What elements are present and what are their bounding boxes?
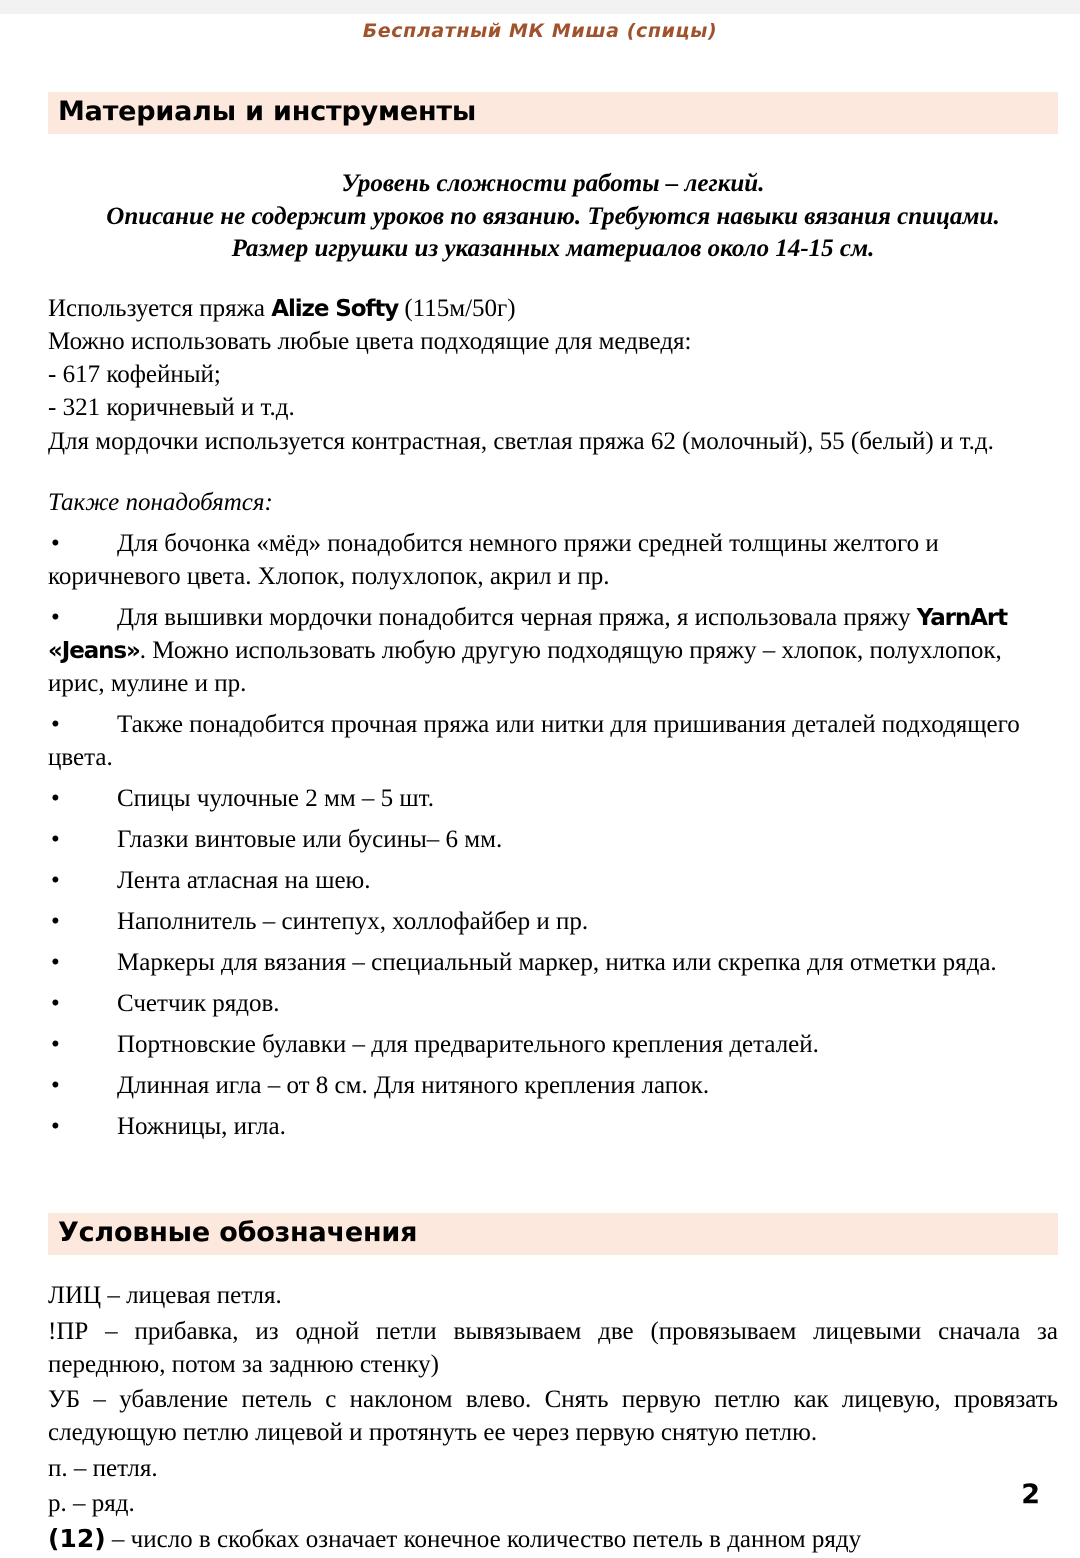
section-heading-band-materials (48, 92, 1058, 134)
bullet-runover-embroidery-2: ирис, мулине и пр. (48, 670, 247, 698)
notation-code-12: (12) (48, 1524, 106, 1554)
list-item (48, 946, 1058, 979)
list-item (48, 601, 1058, 700)
section-spacer (48, 1143, 1058, 1213)
bullet-text-embroidery-cont: . Можно использовать любую другую подходящую пряжу – хлопок, полухлопок, (139, 637, 1002, 665)
yarn-brand-yarnart: YarnArt (916, 605, 1007, 632)
yarn-muzzle-colors: Для мордочки используется контрастная, светлая пряжа 62 (молочный), 55 (белый) и т.д. (48, 427, 994, 455)
bullet-icon: • (51, 604, 60, 632)
bullet-icon: • (51, 1031, 60, 1059)
list-item (48, 1028, 1058, 1061)
list-item (48, 708, 1058, 774)
bullet-text-ribbon: Лента атласная на шею. (117, 867, 371, 895)
bullet-text-pins: Портновские булавки – для предварительного крепления деталей. (117, 1031, 819, 1059)
bullet-icon: • (51, 949, 60, 977)
bullet-text-scissors: Ножницы, игла. (117, 1113, 286, 1141)
bullet-text-embroidery: Для вышивки мордочки понадобится черная пряжа, я использовала пряжу (117, 604, 917, 632)
bullet-icon: • (51, 530, 60, 558)
notation-entry-pr (48, 1315, 1058, 1382)
yarn-brand-jeans: «Jeans» (48, 638, 140, 665)
bullet-runover-embroidery (48, 634, 1058, 667)
list-item (48, 782, 1058, 815)
bullet-runover-strong-yarn: цвета. (48, 744, 113, 772)
notice-line-1: Уровень сложности работы – легкий. (341, 170, 765, 198)
notation-entry-pr-runover: переднюю, потом за заднюю стенку) (48, 1350, 439, 1378)
bullet-text-strong-yarn: Также понадобится прочная пряжа или нитки для пришивания деталей подходящего (117, 711, 1020, 739)
list-item (48, 1069, 1058, 1102)
list-item (48, 1110, 1058, 1143)
notation-entry-ub (48, 1383, 1058, 1450)
list-item (48, 527, 1058, 593)
materials-bullet-list (48, 527, 1058, 1143)
bullet-icon: • (51, 785, 60, 813)
notice-line-3: Размер игрушки из указанных материалов около 14-15 см. (231, 235, 875, 263)
bullet-text-eyes: Глазки винтовые или бусины– 6 мм. (117, 826, 503, 854)
notation-entry-ub-runover: следующую петлю лицевой и протянуть ее через первую снятую петлю. (48, 1419, 818, 1447)
bullet-icon: • (51, 711, 60, 739)
bullet-text-filler: Наполнитель – синтепух, холлофайбер и пр. (117, 908, 589, 936)
bullet-icon: • (51, 1113, 60, 1141)
section-title-notation: Условные обозначения (58, 1217, 418, 1249)
bullet-icon: • (51, 990, 60, 1018)
bullet-text-long-needle: Длинная игла – от 8 см. Для нитяного крепления лапок. (117, 1072, 710, 1100)
notation-entry-r: р. – ряд. (48, 1489, 135, 1517)
yarn-line-1-suffix: (115м/50г) (398, 294, 516, 322)
section-heading-band-notation (48, 1213, 1058, 1255)
yarn-line-2: Можно использовать любые цвета подходящие для медведя: (48, 327, 692, 355)
difficulty-notice (48, 168, 1058, 266)
yarn-line-1-prefix: Используется пряжа (48, 294, 272, 322)
bullet-text-needles: Спицы чулочные 2 мм – 5 шт. (117, 785, 434, 813)
bullet-text-markers: Маркеры для вязания – специальный маркер, нитка или скрепка для отметки ряда. (117, 949, 997, 977)
bullet-icon: • (51, 826, 60, 854)
notice-line-2: Описание не содержит уроков по вязанию. Требуются навыки вязания спицами. (106, 202, 1000, 230)
also-needed-label: Также понадобятся: (48, 488, 273, 516)
page-number: 2 (1021, 1479, 1040, 1510)
bullet-text-row-counter: Счетчик рядов. (117, 990, 280, 1018)
bullet-text-honey-barrel: Для бочонка «мёд» понадобится немного пряжи средней толщины желтого и (117, 530, 939, 558)
notation-entry-pr-text: !ПР – прибавка, из одной петли вывязываем две (провязываем лицевыми сначала за (48, 1317, 1058, 1345)
running-header: Бесплатный МК Миша (спицы) (362, 20, 718, 42)
list-item (48, 987, 1058, 1020)
list-item (48, 905, 1058, 938)
bullet-runover-honey-barrel: коричневого цвета. Хлопок, полухлопок, акрил и пр. (48, 563, 610, 591)
bullet-icon: • (51, 1072, 60, 1100)
notation-entry-parens-text: – число в скобках означает конечное количество петель в данном ряду (105, 1526, 862, 1554)
bullet-icon: • (51, 867, 60, 895)
section-title-materials: Материалы и инструменты (58, 96, 477, 127)
yarn-line-1 (48, 292, 1058, 325)
list-item (48, 864, 1058, 897)
materials-section (48, 92, 1058, 1558)
bullet-icon: • (51, 908, 60, 936)
yarn-color-321: - 321 коричневый и т.д. (48, 394, 295, 422)
yarn-brand-alize-softy: Alize Softy (271, 295, 399, 322)
notation-entry-ub-text: УБ – убавление петель с наклоном влево. Снять первую петлю как лицевую, провязать (48, 1386, 1058, 1414)
yarn-info-block (48, 292, 1058, 458)
list-item (48, 823, 1058, 856)
notation-entry-lic: ЛИЦ – лицевая петля. (48, 1282, 282, 1310)
notation-list (48, 1279, 1058, 1556)
notation-entry-parens (48, 1522, 1058, 1556)
notation-entry-p: п. – петля. (48, 1454, 158, 1482)
yarn-color-617: - 617 кофейный; (48, 361, 221, 389)
